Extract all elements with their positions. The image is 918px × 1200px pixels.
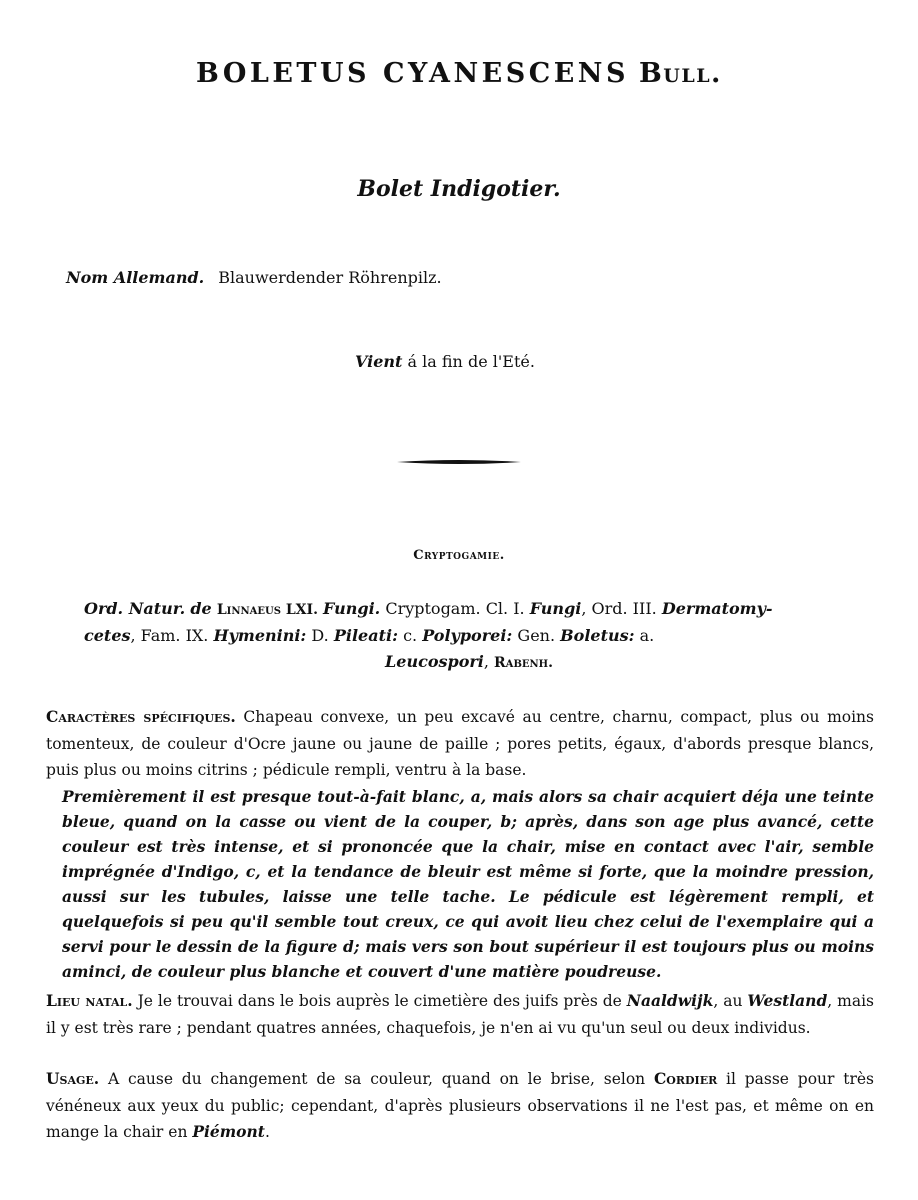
classif-item: Ord. Natur. — [84, 599, 186, 618]
classif-line-2 — [84, 626, 654, 645]
french-name: Bolet Indigotier. — [357, 176, 561, 202]
classification-block — [84, 596, 854, 676]
season-text: á la fin de l'Eté. — [407, 352, 535, 371]
classif-item: Boletus: — [560, 626, 635, 645]
classif-item: , Ord. III. — [581, 599, 657, 618]
usage-text: il passe pour très vénéneux aux yeux du public; cependant, d'après plusieurs observations il ne l'est pas, et même on en mange la chair en — [46, 1070, 874, 1141]
usage-place: Piémont — [192, 1122, 265, 1141]
classif-item: Leucospori — [385, 652, 484, 671]
lieu-text: , mais il y est très rare ; pendant quatres années, chaquefois, je n'en ai vu qu'un seul ou deux individus. — [46, 992, 875, 1037]
classif-item: c. — [403, 626, 418, 645]
classif-item: Dermatomy- — [661, 599, 773, 618]
classif-item: de — [190, 599, 212, 618]
classif-item: Hymenini: — [213, 626, 307, 645]
lieu-paragraph — [46, 988, 874, 1041]
classif-item: Fungi — [529, 599, 582, 618]
classif-item: D. — [311, 626, 329, 645]
usage-text: A cause du changement de sa couleur, quand on le brise, selon — [107, 1070, 646, 1088]
classif-item: Gen. — [517, 626, 556, 645]
page-title — [0, 58, 918, 89]
author-abbrev: Bull. — [638, 58, 722, 89]
german-name-label: Nom Allemand. — [66, 268, 205, 287]
classif-item: Rabenh. — [494, 655, 553, 671]
classif-item: Polyporei: — [422, 626, 513, 645]
classif-line-3 — [84, 649, 854, 676]
german-name-value: Blauwerdender Röhrenpilz. — [218, 268, 442, 287]
classif-item: , — [483, 652, 495, 671]
description-paragraph: Premièrement il est presque tout-à-fait blanc, a, mais alors sa chair acquiert déja une teinte bleue, quand on la casse ou vient de la couper, b; après, dans son age plus avancé, cette couleur est très intense, et si prononcée que la chair, mise en contact avec l'air, semble imprégnée d'Indigo, c, et la tendance de bleuir est même si forte, que la moindre pression, aussi sur les tubules, laisse une telle tache. Le pédicule est légèrement rempli, et quelquefois si peu qu'il semble tout creux, ce qui avoit lieu chez celui de l'exemplaire qui a servi pour le dessin de la figure d; mais vers son bout supérieur il est toujours plus ou moins aminci, de couleur plus blanche et couvert d'une matière poudreuse. — [62, 787, 874, 981]
classif-item: cetes — [84, 626, 131, 645]
usage-heading: Usage. — [46, 1069, 100, 1088]
lieu-place: Westland — [747, 991, 828, 1010]
season-emph: Vient — [355, 352, 403, 371]
usage-author: Cordier — [653, 1069, 718, 1088]
classif-item: Fungi. — [323, 599, 381, 618]
lieu-text: Je le trouvai dans le bois auprès le cimetière des juifs près de — [137, 992, 622, 1010]
lieu-heading: Lieu natal. — [46, 991, 133, 1010]
caracteres-paragraph — [46, 704, 874, 784]
species-name: BOLETUS CYANESCENS — [196, 58, 629, 89]
usage-text: . — [264, 1123, 270, 1141]
german-name-line — [66, 268, 442, 287]
classif-item: Pileati: — [333, 626, 398, 645]
season-line — [355, 352, 535, 371]
lieu-place: Naaldwijk — [626, 991, 714, 1010]
section-heading: Cryptogamie. — [413, 548, 505, 563]
lieu-text: , au — [713, 992, 743, 1010]
classif-item: a. — [639, 626, 655, 645]
classif-item: Linnaeus LXI. — [216, 602, 318, 618]
classif-item: Cryptogam. Cl. I. — [385, 599, 525, 618]
caracteres-text: Chapeau convexe, un peu excavé au centre, charnu, compact, plus ou moins tomenteux, de couleur d'Ocre jaune ou jaune de paille ; pores petits, égaux, d'abords presque blancs, puis plus ou moins citrins ; pédicule rempli, ventru à la base. — [46, 708, 874, 779]
classif-line-1 — [84, 599, 773, 618]
classif-item: , Fam. IX. — [130, 626, 209, 645]
usage-paragraph — [46, 1066, 874, 1146]
caracteres-heading: Caractères spécifiques. — [46, 707, 236, 726]
decorative-rule — [397, 458, 521, 466]
